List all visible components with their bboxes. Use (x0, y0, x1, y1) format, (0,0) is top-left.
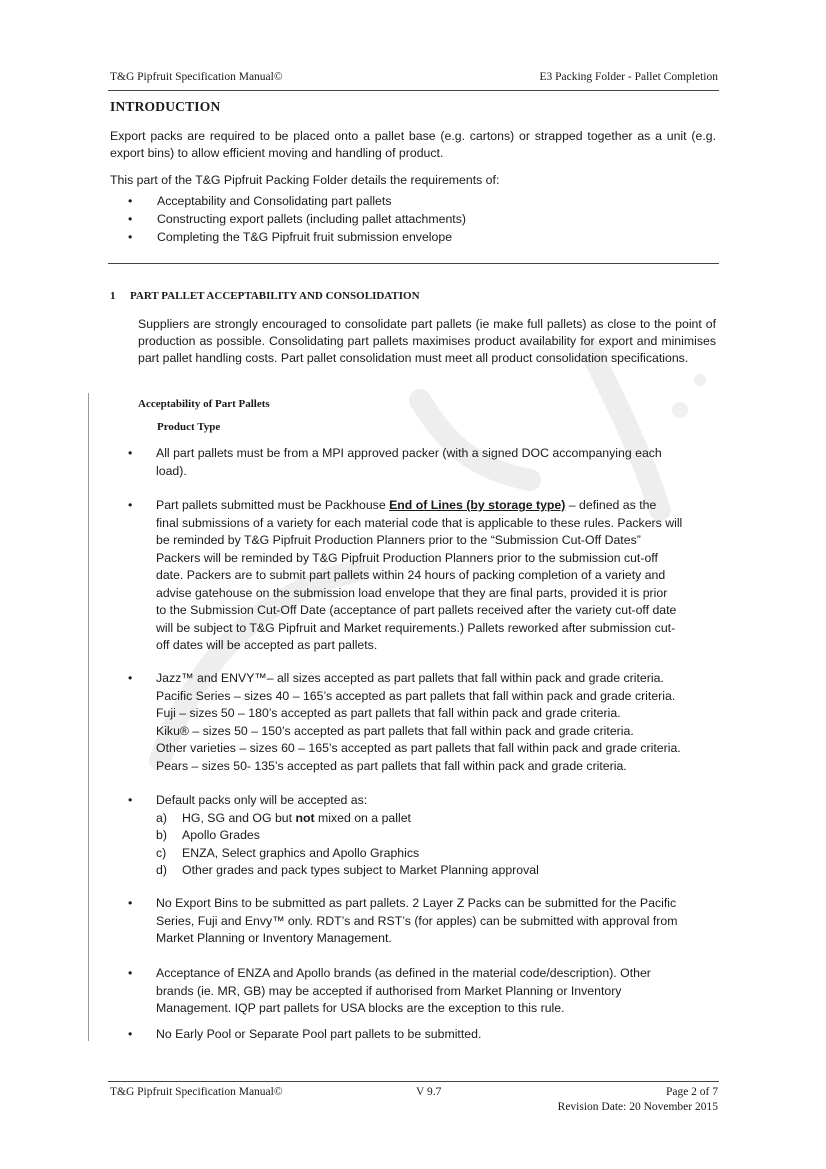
bullet-line: Market Planning or Inventory Management. (156, 931, 392, 945)
list-item (156, 862, 718, 880)
list-text: mixed on a pallet (314, 810, 411, 825)
list-text: HG, SG and OG but (182, 810, 296, 825)
bullet-line: Other varieties – sizes 60 – 165’s accepted as part pallets that fall within pack and grade criteria. (156, 741, 681, 755)
bullet-marker: • (128, 498, 133, 512)
list-marker: b) (156, 828, 167, 842)
list-text: Other grades and pack types subject to Market Planning approval (182, 863, 539, 877)
footer-version: V 9.7 (416, 1086, 442, 1098)
list-marker: c) (156, 845, 167, 860)
footer-rule (108, 1081, 719, 1082)
header-right: E3 Packing Folder - Pallet Completion (539, 71, 718, 83)
header-rule (108, 90, 719, 91)
bullet-line: brands (ie. MR, GB) may be accepted if authorised from Market Planning or Inventory (156, 983, 622, 998)
bullet-line: Series, Fuji and Envy™ only. RDT’s and RST’s (for apples) can be submitted with approval from (156, 913, 678, 928)
bullet-variety-sizes (128, 670, 718, 775)
list-item: • Completing the T&G Pipfruit fruit submission envelope (128, 228, 466, 246)
header-left: T&G Pipfruit Specification Manual© (110, 71, 283, 83)
bullet-line: date. Packers are to submit part pallets within 24 hours of packing completion of a variety and (156, 568, 666, 582)
footer-page-number: Page 2 of 7 (665, 1086, 718, 1098)
intro-paragraph-1: Export packs are required to be placed onto a pallet base (e.g. cartons) or strapped together as a unit (e.g. export bins) to allow efficient moving and handling of product. (110, 129, 716, 160)
list-marker: a) (156, 810, 167, 825)
bullet-line: Management. IQP part pallets for USA blocks are the exception to this rule. (156, 1001, 565, 1015)
list-marker: d) (156, 863, 167, 877)
list-item: • Acceptability and Consolidating part pallets (128, 192, 466, 210)
bullet-line: load). (156, 463, 187, 478)
bullet-text: – defined as the (565, 498, 657, 512)
bullet-line: will be subject to T&G Pipfruit and Market requirements.) Pallets reworked after submission cut- (156, 620, 676, 635)
bullet-line: Kiku® – sizes 50 – 150’s accepted as part pallets that fall within pack and grade criteria. (156, 723, 634, 738)
subheading-product-type: Product Type (157, 421, 221, 433)
bullet-text: Part pallets submitted must be Packhouse (156, 498, 390, 512)
margin-change-bar (88, 393, 89, 1041)
list-item (156, 810, 718, 828)
bullet-export-bins (128, 895, 718, 948)
footer-revision-date: Revision Date: 20 November 2015 (557, 1101, 718, 1113)
bullet-default-packs (128, 792, 718, 880)
bullet-marker: • (128, 446, 133, 460)
bullet-line: Acceptance of ENZA and Apollo brands (as defined in the material code/description). Other (156, 966, 651, 980)
section-rule (108, 263, 719, 264)
bullet-line: Default packs only will be accepted as: (156, 793, 368, 807)
intro-bullet-list (128, 192, 466, 246)
end-of-lines-emphasis: End of Lines (by storage type) (389, 498, 566, 512)
list-item (156, 827, 718, 845)
section-title: PART PALLET ACCEPTABILITY AND CONSOLIDATION (130, 290, 420, 302)
intro-title: INTRODUCTION (110, 99, 221, 114)
bullet-early-pool (128, 1026, 718, 1044)
bullet-approved-packer (128, 445, 718, 480)
list-text: Apollo Grades (182, 828, 260, 842)
list-item (156, 845, 718, 863)
bullet-line: advise gatehouse on the submission load envelope that they are final parts, provided it is prior (156, 585, 668, 600)
section-number: 1 (110, 290, 116, 302)
bullet-line: No Export Bins to be submitted as part pallets. 2 Layer Z Packs can be submitted for the Pacific (156, 896, 677, 910)
intro-paragraph-2: This part of the T&G Pipfruit Packing Folder details the requirements of: (110, 173, 500, 187)
list-text: ENZA, Select graphics and Apollo Graphics (182, 845, 420, 860)
bullet-line: All part pallets must be from a MPI approved packer (with a signed DOC accompanying each (156, 446, 662, 460)
list-item: • Constructing export pallets (including pallet attachments) (128, 210, 466, 228)
bullet-line: Fuji – sizes 50 – 180’s accepted as part pallets that fall within pack and grade criteria. (156, 706, 621, 720)
bullet-line: off dates will be accepted as part pallets. (156, 638, 378, 652)
bullet-end-of-lines (128, 497, 718, 655)
bullet-line: Packers will be reminded by T&G Pipfruit Production Planners prior to the submission cut-off (156, 550, 658, 565)
footer-left: T&G Pipfruit Specification Manual© (110, 1086, 283, 1098)
bullet-line: final submissions of a variety for each material code that is applicable to these rules. Packers will (156, 515, 683, 530)
bullet-line: to the Submission Cut-Off Date (acceptance of part pallets received after the variety cut-off date (156, 603, 677, 617)
subheading-acceptability: Acceptability of Part Pallets (138, 398, 270, 410)
bullet-marker: • (128, 793, 133, 807)
bullet-marker: • (128, 896, 133, 910)
bullet-brands (128, 965, 718, 1018)
list-text-bold: not (295, 810, 315, 825)
bullet-line: No Early Pool or Separate Pool part pallets to be submitted. (156, 1027, 482, 1041)
bullet-line: Pacific Series – sizes 40 – 165’s accepted as part pallets that fall within pack and grade criteria. (156, 688, 676, 703)
bullet-marker: • (128, 966, 133, 980)
bullet-marker: • (128, 1027, 133, 1041)
bullet-line: Pears – sizes 50- 135’s accepted as part pallets that fall within pack and grade criteria. (156, 758, 627, 773)
section-1-heading (110, 290, 420, 302)
section-1-paragraph: Suppliers are strongly encouraged to consolidate part pallets (ie make full pallets) as close to the point of production as possible. Consolidating part pallets maximises product availability for export and minimises part pallet handling costs. Part pallet consolidation must meet all product consolidation specifications. (138, 317, 716, 365)
bullet-line: be reminded by T&G Pipfruit Production Planners prior to the “Submission Cut-Off Dates” (156, 533, 641, 547)
bullet-line: Jazz™ and ENVY™– all sizes accepted as part pallets that fall within pack and grade criteria. (156, 671, 664, 685)
bullet-marker: • (128, 671, 133, 685)
